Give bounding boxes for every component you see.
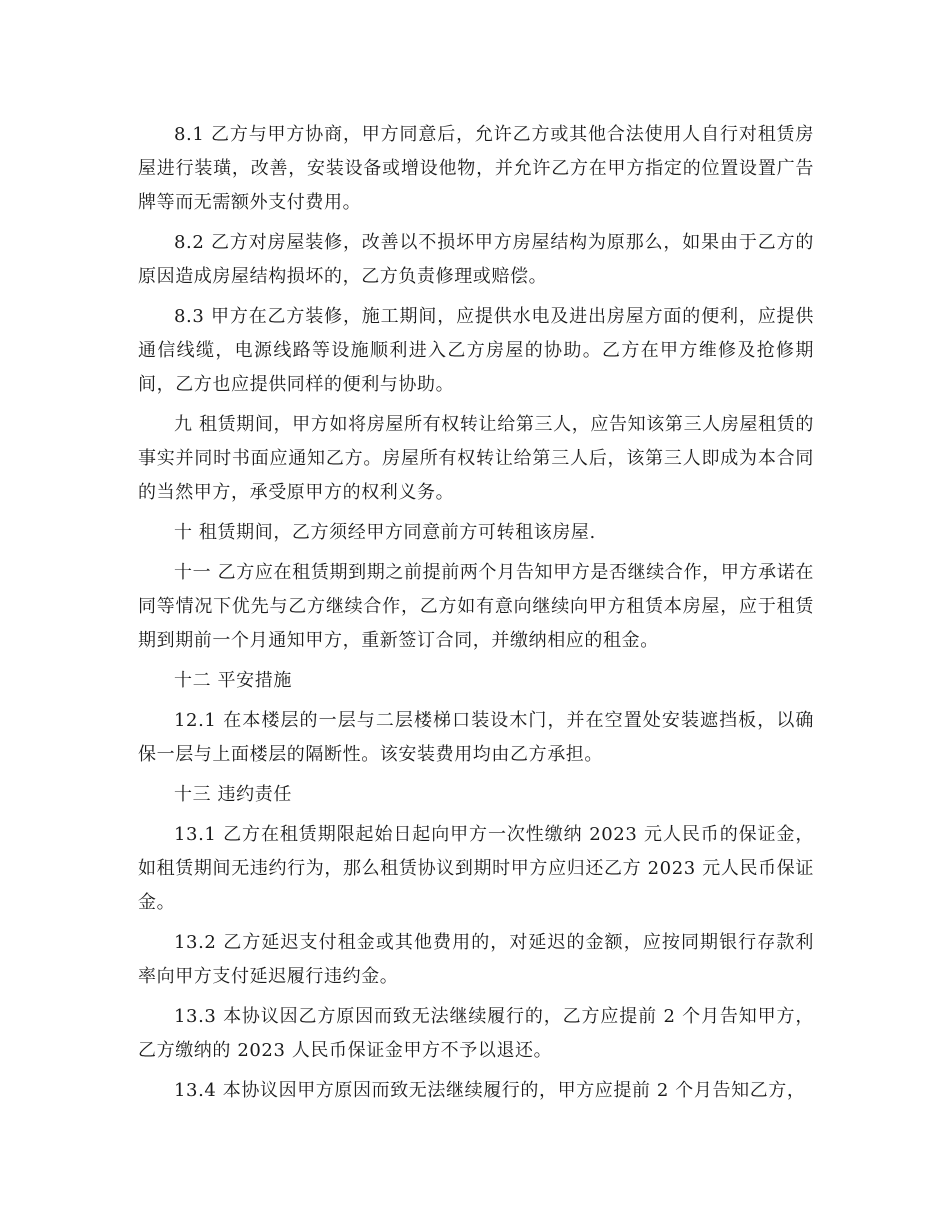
clause-13-4: 13.4 本协议因甲方原因而致无法继续履行的，甲方应提前 2 个月告知乙方， bbox=[174, 1080, 806, 1101]
clause-11: 十一 乙方应在租赁期到期之前提前两个月告知甲方是否继续合作，甲方承诺在同等情况下优先与乙方继续合作，乙方如有意向继续向甲方租赁本房屋，应于租赁期到期前一个月通知甲方，重新签订合同，并缴纳相应的租金。 bbox=[138, 562, 814, 651]
document-body bbox=[138, 118, 814, 1114]
clause-13-heading: 十三 违约责任 bbox=[174, 784, 292, 805]
clause-8-1: 8.1 乙方与甲方协商，甲方同意后，允许乙方或其他合法使用人自行对租赁房屋进行装璜，改善，安装设备或增设他物，并允许乙方在甲方指定的位置设置广告牌等而无需额外支付费用。 bbox=[138, 124, 814, 213]
clause-8-2: 8.2 乙方对房屋装修，改善以不损坏甲方房屋结构为原那么，如果由于乙方的原因造成房屋结构损坏的，乙方负责修理或赔偿。 bbox=[138, 232, 814, 287]
clause-9: 九 租赁期间，甲方如将房屋所有权转让给第三人，应告知该第三人房屋租赁的事实并同时书面应通知乙方。房屋所有权转让给第三人后，该第三人即成为本合同的当然甲方，承受原甲方的权利义务。 bbox=[138, 414, 814, 503]
clause-13-3: 13.3 本协议因乙方原因而致无法继续履行的，乙方应提前 2 个月告知甲方，乙方缴纳的 2023 人民币保证金甲方不予以退还。 bbox=[138, 1006, 814, 1061]
clause-8-3: 8.3 甲方在乙方装修，施工期间，应提供水电及进出房屋方面的便利，应提供通信线缆，电源线路等设施顺利进入乙方房屋的协助。乙方在甲方维修及抢修期间，乙方也应提供同样的便利与协助。 bbox=[138, 306, 814, 395]
clause-13-1: 13.1 乙方在租赁期限起始日起向甲方一次性缴纳 2023 元人民币的保证金，如租赁期间无违约行为，那么租赁协议到期时甲方应归还乙方 2023 元人民币保证金。 bbox=[138, 824, 814, 913]
clause-13-2: 13.2 乙方延迟支付租金或其他费用的，对延迟的金额，应按同期银行存款利率向甲方支付延迟履行违约金。 bbox=[138, 932, 814, 987]
clause-12-heading: 十二 平安措施 bbox=[174, 670, 292, 691]
clause-12-1: 12.1 在本楼层的一层与二层楼梯口装设木门，并在空置处安装遮挡板，以确保一层与上面楼层的隔断性。该安装费用均由乙方承担。 bbox=[138, 710, 814, 765]
clause-10: 十 租赁期间，乙方须经甲方同意前方可转租该房屋. bbox=[174, 522, 596, 543]
